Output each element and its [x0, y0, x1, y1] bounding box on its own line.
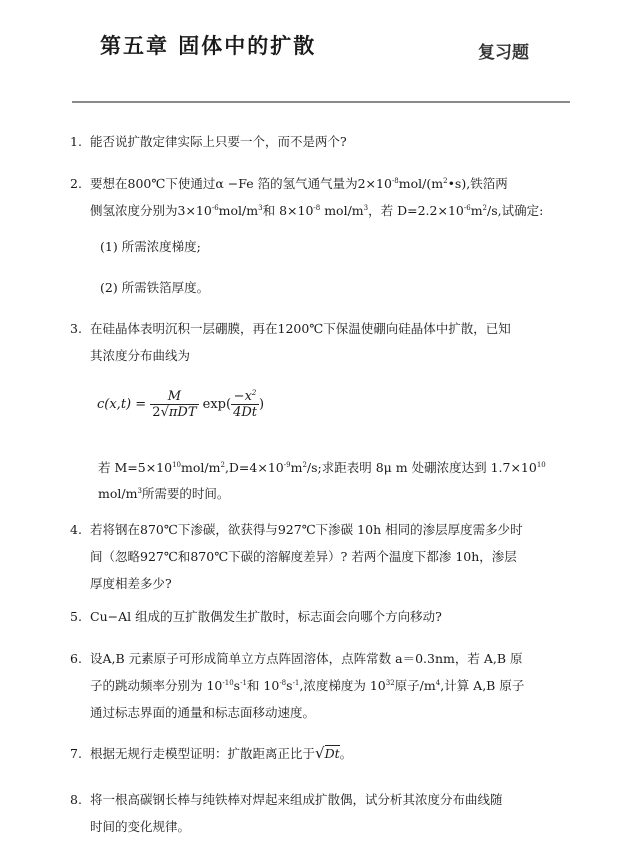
superscript: 3: [363, 204, 369, 212]
superscript: 3: [258, 204, 263, 212]
text-run: /s;求距表明 8μ m 处硼浓度达到 1.7×10: [306, 460, 537, 475]
superscript: -1: [292, 679, 300, 687]
text-run: /s,试确定:: [487, 203, 544, 218]
question-number: 2.: [70, 176, 82, 191]
superscript: 10: [536, 461, 546, 469]
text-run: 侧氢浓度分别为3×10: [90, 203, 212, 218]
text-run: m: [470, 203, 483, 218]
header-divider: [72, 101, 570, 103]
question-line: [70, 516, 580, 543]
text-run: 根据无规行走模型证明：扩散距离正比于: [90, 746, 316, 761]
text-run: mol/m: [181, 460, 221, 475]
question-number: 7.: [70, 746, 82, 761]
question-line: [70, 786, 580, 813]
question-line: [70, 315, 580, 342]
question-text: 能否说扩散定律实际上只要一个，而不是两个?: [90, 134, 347, 149]
fraction-denominator: 2√πDT: [152, 405, 197, 420]
superscript: 2: [443, 177, 448, 185]
text-run: 若 M=5×10: [98, 460, 173, 475]
sqrt-symbol: √: [315, 744, 325, 762]
question-line: [70, 197, 580, 224]
text-run: 。: [339, 746, 353, 761]
text-run: 在硅晶体表明沉积一层硼膜，再在1200℃下保温使硼向硅晶体中扩散，已知: [90, 321, 511, 336]
superscript: -9: [283, 461, 291, 469]
superscript: -1: [240, 679, 247, 687]
text-run: m: [290, 460, 303, 475]
question-number: 8.: [70, 792, 82, 807]
question-number: 5.: [70, 609, 82, 624]
superscript: 32: [385, 679, 395, 687]
text-run: 子的跳动频率分别为 10: [90, 678, 223, 693]
review-label: 复习题: [478, 43, 529, 63]
question-line: 间（忽略927℃和870℃下碳的溶解度差异）? 若两个温度下都渗 10h，渗层: [90, 549, 517, 564]
question-line: [70, 645, 580, 672]
superscript: 2: [251, 389, 257, 397]
question-5: [70, 603, 580, 630]
text-run: mol/(m: [398, 176, 444, 191]
question-7: [70, 740, 580, 767]
question-6: [70, 645, 580, 726]
superscript: 3: [137, 487, 142, 495]
text-run: 要想在800℃下使通过α −Fe 箔的氢气通气量为2×10: [90, 176, 392, 191]
text-run: ,浓度梯度为 10: [299, 678, 386, 693]
text-run: mol/m: [218, 203, 259, 218]
question-line: [98, 455, 546, 481]
question-text: Cu−Al 组成的互扩散偶发生扩散时，标志面会向哪个方向移动?: [90, 609, 442, 624]
text-run: 和 8×10: [262, 203, 314, 218]
fraction-denominator: 4Dt: [233, 405, 257, 420]
text-run: ,计算 A,B 原子: [440, 678, 525, 693]
question-number: 6.: [70, 651, 82, 666]
question-line: [70, 170, 580, 197]
superscript: 4: [435, 679, 441, 687]
question-line: 通过标志界面的通量和标志面移动速度。: [90, 705, 316, 720]
question-number: 1.: [70, 134, 82, 149]
question-1: [70, 128, 580, 155]
superscript: 2: [220, 461, 225, 469]
question-line: 时间的变化规律。: [90, 819, 191, 834]
superscript: -8: [313, 204, 321, 212]
fraction-numerator: [231, 389, 259, 405]
text-run: 原子/m: [394, 678, 436, 693]
exponent-fraction: [231, 389, 259, 420]
superscript: -8: [279, 679, 287, 687]
text-run: mol/m: [320, 203, 364, 218]
superscript: -6: [463, 204, 471, 212]
question-3-given: [98, 455, 546, 507]
question-line: [70, 672, 580, 699]
formula-lhs: c(x,t) =: [97, 397, 147, 412]
sqrt-radicand: Dt: [324, 746, 340, 761]
fraction-numerator: M: [150, 389, 198, 405]
text-run: 2: [152, 405, 161, 420]
text-run: 若将钢在870℃下渗碳，欲获得与927℃下渗碳 10h 相同的渗层厚度需多少时: [90, 522, 523, 537]
sqrt-radicand: πDT: [168, 405, 197, 420]
question-number: 3.: [70, 321, 82, 336]
sub-question-2: (2) 所需铁箔厚度。: [100, 280, 210, 295]
sub-question-1: (1) 所需浓度梯度;: [100, 239, 201, 254]
question-2: [70, 170, 580, 224]
text-run: 和 10: [246, 678, 280, 693]
text-run: 所需要的时间。: [141, 486, 230, 501]
question-3: [70, 315, 580, 369]
text-run: ，若 D=2.2×10: [368, 203, 464, 218]
concentration-formula: [97, 389, 264, 420]
text-run: 将一根高碳钢长棒与纯铁棒对焊起来组成扩散偶，试分析其浓度分布曲线随: [90, 792, 503, 807]
exp-function: exp(: [202, 397, 232, 412]
superscript: -10: [222, 679, 234, 687]
superscript: 2: [482, 204, 488, 212]
question-8: [70, 786, 580, 840]
text-run: 设A,B 元素原子可形成简单立方点阵固溶体，点阵常数 a＝0.3nm，若 A,B 原: [90, 651, 523, 666]
question-line: [98, 481, 546, 507]
question-number: 4.: [70, 522, 82, 537]
superscript: 10: [172, 461, 182, 469]
question-4: [70, 516, 580, 597]
question-line: 其浓度分布曲线为: [90, 348, 191, 363]
text-run: s: [286, 678, 293, 693]
text-run: −x: [233, 389, 252, 404]
question-line: 厚度相差多少?: [90, 576, 172, 591]
text-run: s: [233, 678, 241, 693]
superscript: -8: [391, 177, 399, 185]
superscript: 2: [302, 461, 307, 469]
text-run: mol/m: [98, 486, 138, 501]
chapter-title: 第五章 固体中的扩散: [100, 34, 317, 58]
formula-fraction: [150, 389, 198, 420]
text-run: ,D=4×10: [224, 460, 284, 475]
text-run: •s),铁箔两: [447, 176, 508, 191]
closing-paren: ): [258, 397, 265, 412]
superscript: -6: [211, 204, 219, 212]
